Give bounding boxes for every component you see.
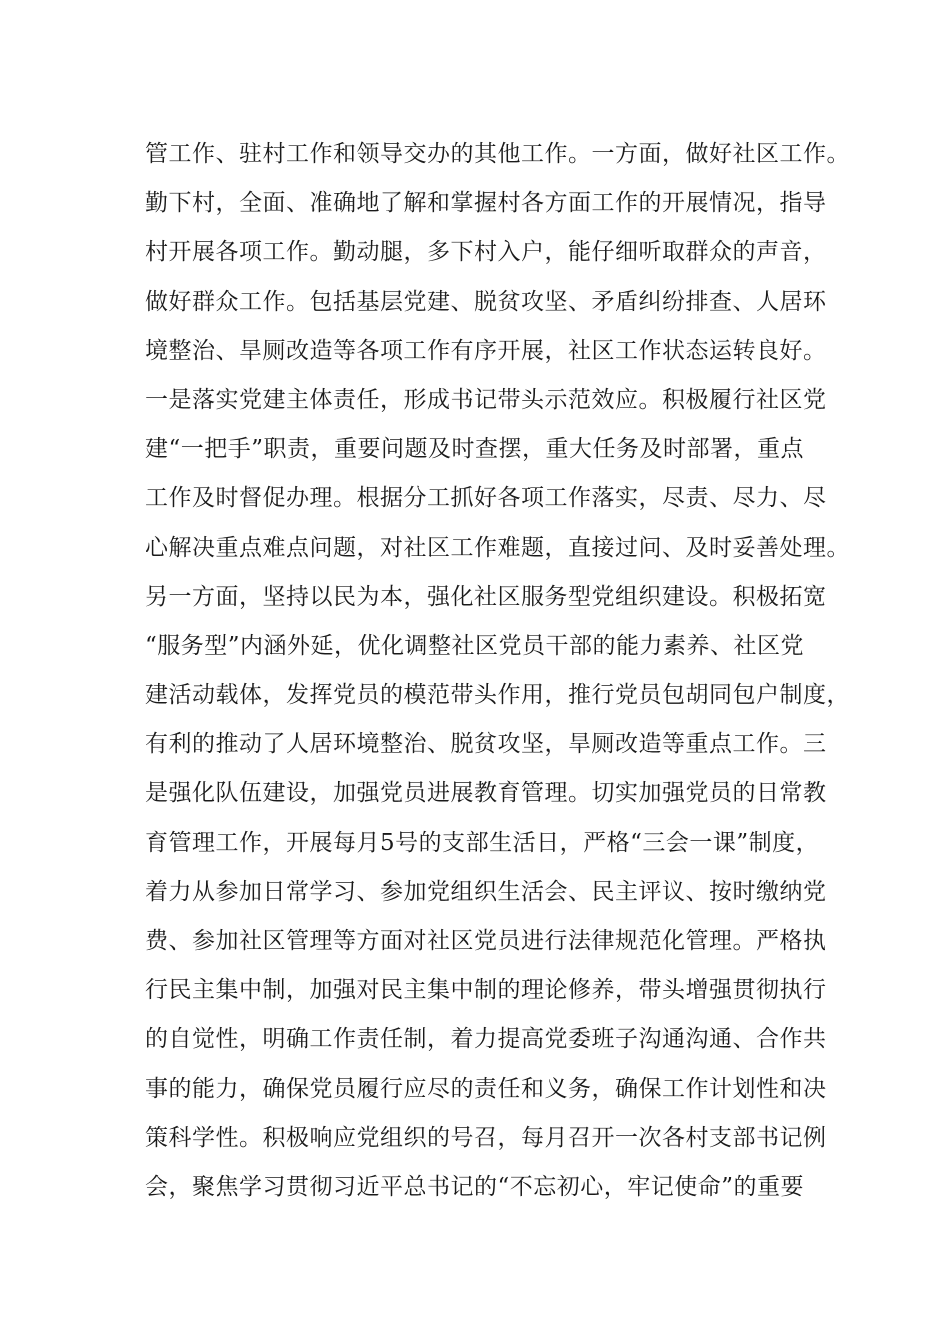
text-line: 会，聚焦学习贯彻习近平总书记的“不忘初心，牢记使命”的重要 — [145, 1173, 805, 1200]
text-line: 境整治、旱厕改造等各项工作有序开展，社区工作状态运转良好。 — [145, 337, 827, 364]
text-line: 行民主集中制，加强对民主集中制的理论修养，带头增强贯彻执行 — [145, 977, 827, 1004]
text-line: 有利的推动了人居环境整治、脱贫攻坚，旱厕改造等重点工作。三 — [145, 731, 827, 758]
text-line: 建“一把手”职责，重要问题及时查摆，重大任务及时部署，重点 — [145, 436, 805, 463]
text-line: 是强化队伍建设，加强党员进展教育管理。切实加强党员的日常教 — [145, 780, 827, 807]
text-line: “服务型”内涵外延，优化调整社区党员干部的能力素养、社区党 — [145, 632, 805, 659]
text-line: 勤下村，全面、准确地了解和掌握村各方面工作的开展情况，指导 — [145, 190, 827, 217]
text-line: 另一方面，坚持以民为本，强化社区服务型党组织建设。积极拓宽 — [145, 583, 827, 610]
text-line: 工作及时督促办理。根据分工抓好各项工作落实，尽责、尽力、尽 — [145, 485, 827, 512]
text-line: 管工作、驻村工作和领导交办的其他工作。一方面，做好社区工作。 — [145, 141, 850, 167]
text-line: 的自觉性，明确工作责任制，着力提高党委班子沟通沟通、合作共 — [145, 1026, 827, 1053]
text-line: 村开展各项工作。勤动腿，多下村入户，能仔细听取群众的声音， — [145, 239, 827, 266]
text-line: 建活动载体，发挥党员的模范带头作用，推行党员包胡同包户制度， — [145, 682, 850, 709]
text-line: 育管理工作，开展每月5号的支部生活日，严格“三会一课”制度， — [145, 829, 820, 856]
text-line: 费、参加社区管理等方面对社区党员进行法律规范化管理。严格执 — [145, 928, 827, 954]
body-text — [145, 130, 850, 1212]
text-line: 一是落实党建主体责任，形成书记带头示范效应。积极履行社区党 — [145, 386, 827, 413]
text-line: 着力从参加日常学习、参加党组织生活会、民主评议、按时缴纳党 — [145, 878, 827, 905]
text-line: 心解决重点难点问题，对社区工作难题，直接过问、及时妥善处理。 — [145, 534, 850, 561]
text-line: 做好群众工作。包括基层党建、脱贫攻坚、矛盾纠纷排查、人居环 — [145, 288, 827, 315]
text-line: 事的能力，确保党员履行应尽的责任和义务，确保工作计划性和决 — [145, 1075, 827, 1102]
text-line: 策科学性。积极响应党组织的号召，每月召开一次各村支部书记例 — [145, 1124, 827, 1151]
